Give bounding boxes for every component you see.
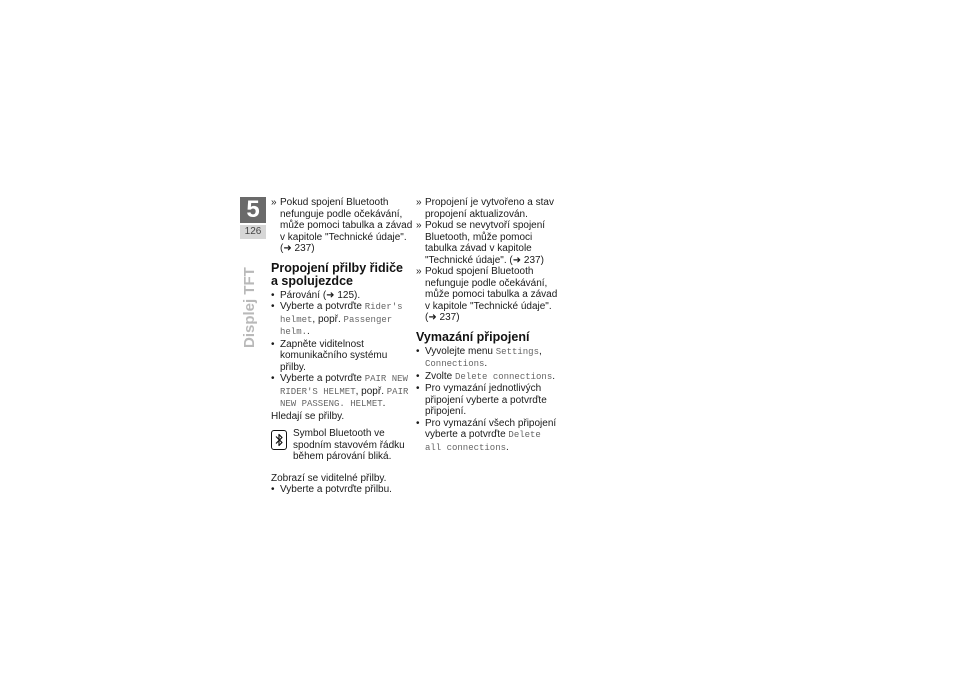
bluetooth-note (271, 428, 413, 463)
page-number: 126 (240, 225, 266, 239)
list-item: • Párování (➜ 125). (271, 290, 413, 302)
result-item: » Propojení je vytvořeno a stav propojení aktualizován. (416, 197, 558, 220)
left-column (271, 197, 413, 496)
troubleshoot-text: Pokud spojení Bluetooth nefunguje podle očekávání, může pomoci tabulka a závad v kapitole "Technické údaje". (280, 197, 413, 243)
arrow-right-icon: ➜ (512, 254, 522, 266)
arrow-right-icon: ➜ (428, 312, 437, 323)
bluetooth-icon (271, 430, 287, 450)
chapter-number: 5 (240, 197, 266, 223)
menu-option: Settings (495, 346, 539, 357)
right-column (416, 197, 558, 454)
menu-option: Delete all connections (425, 430, 541, 453)
menu-option: Delete connections (455, 371, 553, 382)
list-item: • Pro vymazání jednotlivých připojení vyberte a potvrďte připojení. (416, 383, 558, 418)
page-reference[interactable]: (➜ 237) (425, 312, 460, 323)
menu-option: PAIR NEW PASSENG. HELMET (280, 386, 409, 409)
result-item: » Pokud spojení Bluetooth nefunguje podle očekávání, může pomoci tabulka a závad v kapitole "Technické údaje". (➜ 237) (416, 266, 558, 324)
arrow-right-icon: ➜ (326, 289, 335, 301)
section-heading-delete: Vymazání připojení (416, 329, 530, 344)
arrow-right-icon: ➜ (283, 243, 292, 254)
page-reference[interactable]: (➜ 237) (280, 243, 315, 254)
section-title: Displej TFT (241, 267, 258, 348)
menu-option: Passenger helm. (280, 314, 393, 337)
menu-option: Rider's helmet (280, 302, 403, 325)
list-item: • Vyvolejte menu Settings, Connections. (416, 346, 558, 371)
note-text: Symbol Bluetooth ve spodním stavovém řádku během párování bliká. (293, 428, 405, 462)
list-item: • Vyberte a potvrďte přilbu. (271, 484, 413, 496)
menu-option: PAIR NEW RIDER'S HELMET (280, 374, 408, 397)
status-text: Zobrazí se viditelné přilby. (271, 472, 387, 484)
menu-option: Connections (425, 359, 485, 369)
list-item: • Zvolte Delete connections. (416, 371, 558, 384)
list-item: • Zapněte viditelnost komunikačního systému přilby. (271, 339, 413, 374)
status-text: Hledají se přilby. (271, 410, 345, 422)
bluetooth-troubleshoot-note (271, 197, 413, 255)
list-item: • Pro vymazání všech připojení vyberte a potvrďte Delete all connections. (416, 418, 558, 455)
list-item: • Vyberte a potvrďte Rider's helmet, popř. Passenger helm.. (271, 301, 413, 339)
section-heading-pairing: Propojení přilby řidiče a spolujezdce (271, 260, 403, 288)
list-item: • Vyberte a potvrďte PAIR NEW RIDER'S HELMET, popř. PAIR NEW PASSENG. HELMET. (271, 373, 413, 411)
page-reference[interactable]: (➜ 125). (322, 289, 361, 301)
page-reference[interactable]: (➜ 237) (509, 254, 544, 266)
result-item: » Pokud se nevytvoří spojení Bluetooth, může pomoci tabulka závad v kapitole "Technické údaje". (➜ 237) (416, 220, 558, 266)
